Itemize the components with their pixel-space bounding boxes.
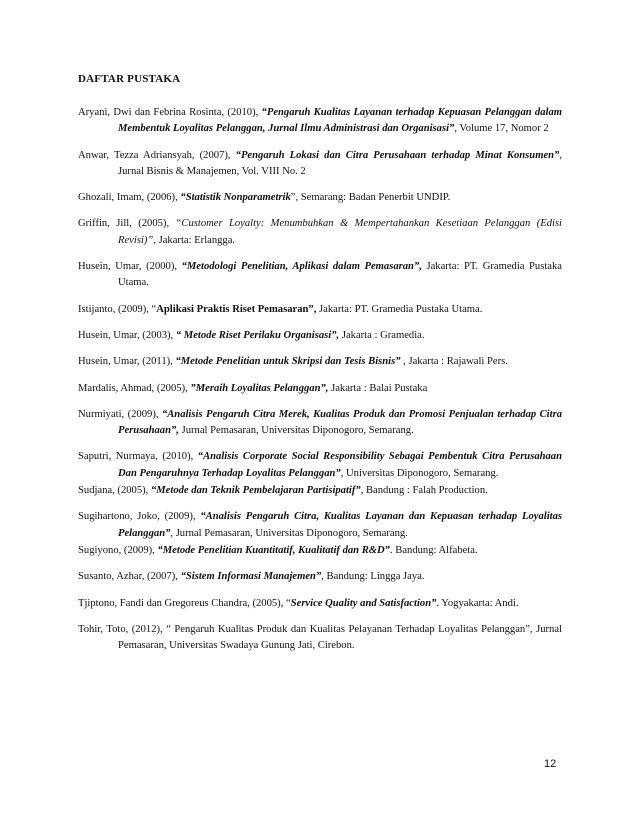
reference-title: “Metode Penelitian Kuantitatif, Kualitatif dan R&D”: [157, 544, 390, 556]
reference-text: . Bandung: Alfabeta.: [389, 544, 478, 556]
reference-text: Husein, Umar, (2011),: [78, 356, 176, 368]
reference-text: Jakarta : Balai Pustaka: [328, 382, 428, 394]
reference-entry: [78, 148, 562, 181]
reference-list: [78, 105, 562, 664]
reference-title: “Sistem Informasi Manajemen”: [180, 571, 322, 583]
reference-title: “Analisis Corporate Social Responsibility Sebagai Pembentuk Citra Perusahaan Dan Pengaruhnya Terhadap Loyalitas Pelanggan”: [118, 451, 562, 479]
reference-entry: [78, 105, 562, 138]
reference-entry: [78, 449, 562, 482]
reference-title: “Customer Loyalty: Menumbuhkan & Mempertahankan Kesetiaan Pelanggan (Edisi Revisi)”: [118, 218, 563, 246]
reference-text: , Jurnal Pemasaran, Universitas Diponogoro, Semarang.: [170, 527, 408, 539]
reference-entry: [78, 543, 562, 559]
reference-entry: [78, 596, 562, 612]
reference-text: , Jakarta : Rajawali Pers.: [400, 356, 508, 368]
reference-text: Saputri, Nurmaya, (2010),: [78, 451, 198, 463]
reference-text: Sugihartono, Joko, (2009),: [78, 511, 201, 523]
reference-title: Service Quality and Satisfaction”: [290, 597, 437, 609]
reference-entry: [78, 302, 562, 318]
reference-text: . Yogyakarta: Andi.: [436, 597, 519, 609]
reference-text: , Bandung: Lingga Jaya.: [321, 571, 425, 583]
reference-title: “ Metode Riset Perilaku Organisasi”,: [175, 329, 340, 341]
reference-text: , Jurnal Bisnis & Manajemen, Vol. VIII No. 2: [118, 149, 562, 177]
reference-text: Sudjana, (2005),: [78, 485, 151, 497]
reference-title: “Pengaruh Lokasi dan Citra Perusahaan terhadap Minat Konsumen”: [235, 149, 560, 161]
reference-text: Tohir, Toto, (2012), “ Pengaruh Kualitas Produk dan Kualitas Pelayanan Terhadap Loyalitas Pelanggan”, Jurnal Pemasaran, Universitas Swadaya Gunung Jati, Cirebon.: [78, 623, 562, 652]
reference-text: , Jakarta: Erlangga.: [153, 234, 236, 246]
reference-entry: [78, 622, 562, 655]
reference-entry: [78, 483, 562, 499]
reference-title: “Analisis Pengaruh Citra Merek, Kualitas Produk dan Promosi Penjualan terhadap Citra Perusahaan”,: [118, 408, 562, 437]
reference-title: “Analisis Pengaruh Citra, Kualitas Layanan dan Kepuasan terhadap Loyalitas Pelanggan”: [118, 511, 563, 539]
reference-text: Nurmiyati, (2009),: [78, 408, 162, 420]
reference-text: Jurnal Pemasaran, Universitas Diponogoro, Semarang.: [178, 425, 414, 437]
reference-text: Husein, Umar, (2000),: [78, 261, 182, 273]
reference-text: Jakarta : Gramedia.: [339, 329, 425, 341]
reference-entry: [78, 509, 562, 542]
bibliography-heading: DAFTAR PUSTAKA: [78, 73, 181, 85]
reference-entry: [78, 381, 562, 397]
reference-text: Jakarta: PT. Gramedia Pustaka Utama.: [316, 303, 483, 315]
reference-text: , Bandung : Falah Production.: [360, 485, 488, 497]
reference-title: “Statistik Nonparametrik: [180, 192, 291, 204]
reference-text: , Volume 17, Nomor 2: [454, 123, 549, 135]
reference-title: Aplikasi Praktis Riset Pemasaran”,: [156, 303, 317, 315]
reference-entry: [78, 328, 562, 344]
reference-text: Istijanto, (2009), “: [78, 303, 157, 315]
reference-text: Anwar, Tezza Adriansyah, (2007),: [78, 149, 236, 161]
reference-text: Mardalis, Ahmad, (2005),: [78, 382, 191, 394]
page-number: 12: [544, 758, 557, 770]
reference-text: Tjiptono, Fandi dan Gregoreus Chandra, (2005), “: [78, 597, 291, 609]
reference-title: ”Meraih Loyalitas Pelanggan”,: [190, 382, 329, 394]
reference-entry: [78, 407, 562, 440]
reference-entry: [78, 190, 562, 206]
reference-entry: [78, 259, 562, 292]
reference-title: “Pengaruh Kualitas Layanan terhadap Kepuasan Pelanggan dalam Membentuk Loyalitas Pelanggan, Jurnal Ilmu Administrasi dan Organisasi”: [118, 107, 562, 135]
reference-text: Husein, Umar, (2003),: [78, 329, 176, 341]
reference-text: Aryani, Dwi dan Febrina Rosinta, (2010),: [78, 107, 262, 118]
reference-text: , Universitas Diponogoro, Semarang.: [340, 467, 499, 479]
reference-entry: [78, 354, 562, 370]
reference-text: ”, Semarang: Badan Penerbit UNDIP.: [290, 192, 451, 204]
reference-text: Susanto, Azhar, (2007),: [78, 571, 181, 583]
reference-title: “Metode Penelitian untuk Skripsi dan Tesis Bisnis”: [175, 356, 401, 368]
reference-text: Sugiyono, (2009),: [78, 544, 158, 556]
reference-text: Jakarta: PT. Gramedia Pustaka Utama.: [118, 261, 562, 289]
reference-text: Griffin, Jill, (2005),: [78, 218, 176, 230]
reference-title: “Metodologi Penelitian, Aplikasi dalam Pemasaran”,: [181, 261, 422, 273]
reference-entry: [78, 216, 562, 249]
reference-text: Ghozali, Imam, (2006),: [78, 192, 181, 204]
reference-entry: [78, 569, 562, 585]
reference-title: “Metode dan Teknik Pembelajaran Partisipatif”: [150, 485, 361, 497]
